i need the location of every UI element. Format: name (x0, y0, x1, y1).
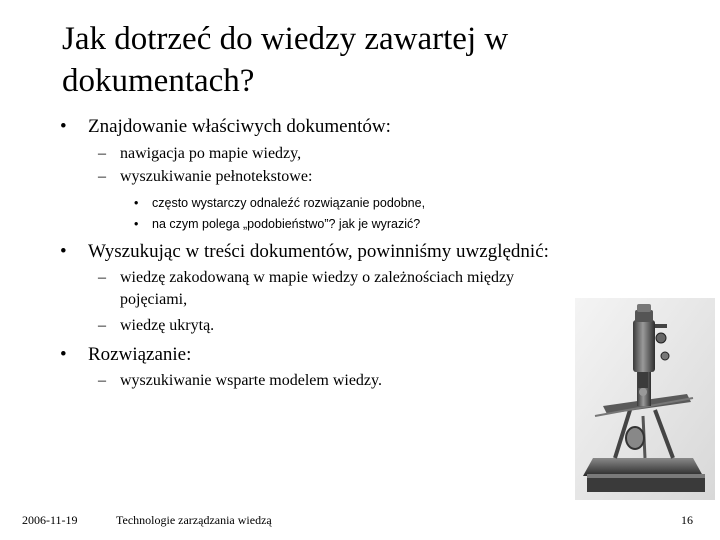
bullet-3-text: Rozwiązanie: (88, 344, 192, 365)
bullet-marker: • (134, 196, 139, 210)
bullet-1-subsub-2-text: na czym polega „podobieństwo”? jak je wyrazić? (152, 217, 421, 231)
footer-date: 2006-11-19 (22, 513, 78, 527)
bullet-3-sub-1-text: wyszukiwanie wsparte modelem wiedzy. (120, 372, 382, 389)
dash-marker: – (98, 168, 106, 185)
bullet-marker: • (60, 344, 67, 365)
dash-marker: – (98, 145, 106, 162)
footer-page-number: 16 (681, 513, 693, 527)
bullet-1-sub-1-text: nawigacja po mapie wiedzy, (120, 145, 302, 162)
bullet-1-sub-2-text: wyszukiwanie pełnotekstowe: (120, 168, 313, 185)
bullet-marker: • (60, 241, 67, 262)
slide-title: Jak dotrzeć do wiedzy zawartej w dokumentach? (62, 21, 509, 99)
dash-marker: – (98, 269, 106, 286)
dash-marker: – (98, 372, 106, 389)
microscope-photo-icon (575, 298, 715, 500)
bullet-2-sub-2-text: wiedzę ukrytą. (120, 317, 215, 334)
bullet-marker: • (134, 217, 139, 231)
bullet-1-text: Znajdowanie właściwych dokumentów: (88, 116, 391, 137)
bullet-2-sub-1-text: wiedzę zakodowaną w mapie wiedzy o zależnościach między pojęciami, (120, 269, 515, 308)
dash-marker: – (98, 317, 106, 334)
bullet-marker: • (60, 116, 67, 137)
bullet-2-text: Wyszukując w treści dokumentów, powinniśmy uwzględnić: (88, 241, 549, 262)
bullet-1-subsub-1-text: często wystarczy odnaleźć rozwiązanie podobne, (152, 196, 426, 210)
footer-center-text: Technologie zarządzania wiedzą (116, 513, 272, 527)
